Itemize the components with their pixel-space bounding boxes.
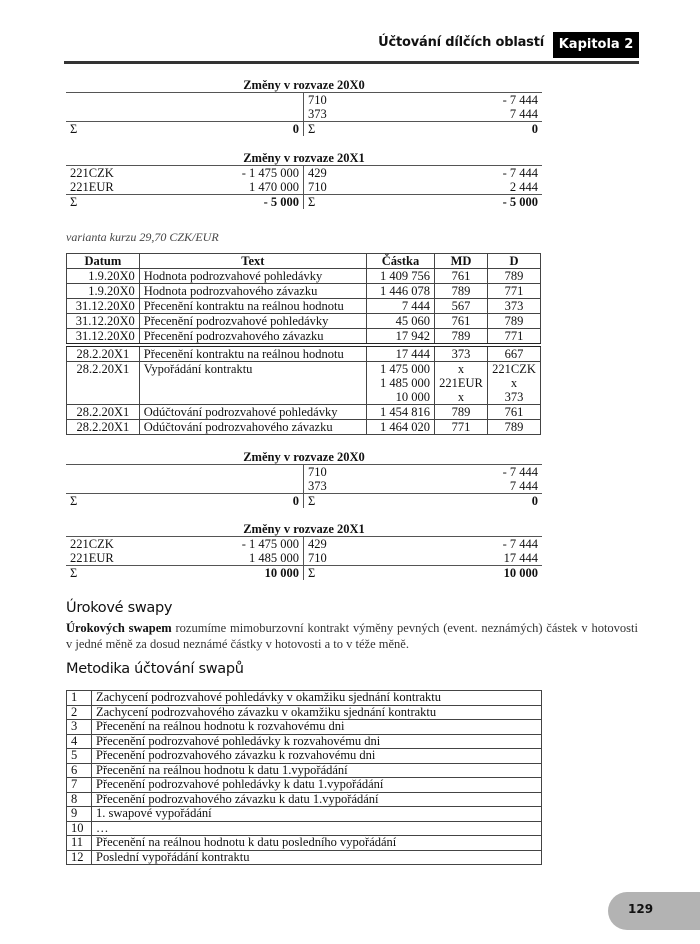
sum-row <box>66 121 542 136</box>
paragraph-interest-swaps <box>66 620 638 652</box>
left-sum: 0 <box>292 122 299 136</box>
date-cell: 28.2.20X1 <box>67 405 140 420</box>
variant-label: varianta kurzu 29,70 CZK/EUR <box>66 230 219 244</box>
left-account: 221CZK <box>70 166 114 180</box>
step-number: 7 <box>67 778 92 793</box>
date-cell: 1.9.20X0 <box>67 269 140 284</box>
text-cell: Přecenění kontraktu na reálnou hodnotu <box>139 345 366 362</box>
balance-changes-20x1-b <box>66 523 542 580</box>
text-cell: Přecenění podrozvahové pohledávky <box>139 314 366 329</box>
date-cell: 28.2.20X1 <box>67 345 140 362</box>
col-header-date: Datum <box>67 254 140 269</box>
table-row <box>67 329 541 346</box>
col-header-md: MD <box>435 254 488 269</box>
table-row <box>66 537 542 551</box>
table-row <box>67 269 541 284</box>
balance-changes-20x0-b <box>66 451 542 508</box>
step-text: … <box>92 821 542 836</box>
table-title: Změny v rozvaze 20X0 <box>66 451 542 465</box>
right-account: 710 <box>308 180 327 194</box>
d-cell: x <box>487 376 540 390</box>
d-cell: 667 <box>487 345 540 362</box>
step-number: 12 <box>67 850 92 865</box>
chapter-badge: Kapitola 2 <box>553 32 639 58</box>
md-cell: 771 <box>435 420 488 435</box>
md-cell: 373 <box>435 345 488 362</box>
date-cell: 31.12.20X0 <box>67 329 140 346</box>
left-value: - 1 475 000 <box>241 166 299 180</box>
step-text: Přecenění na reálnou hodnotu k datu posledního vypořádání <box>92 836 542 851</box>
step-number: 3 <box>67 720 92 735</box>
step-number: 2 <box>67 705 92 720</box>
running-header <box>0 32 700 62</box>
step-number: 1 <box>67 691 92 706</box>
step-number: 9 <box>67 807 92 822</box>
table-row <box>67 734 542 749</box>
sigma-symbol: Σ <box>70 122 78 136</box>
right-sum: 10 000 <box>503 566 538 580</box>
methodology-steps-table <box>66 690 542 865</box>
right-account: 710 <box>308 551 327 565</box>
table-row <box>66 166 542 180</box>
text-cell: Přecenění podrozvahového závazku <box>139 329 366 346</box>
table-row <box>66 93 542 107</box>
table-row <box>67 778 542 793</box>
right-value: 2 444 <box>509 180 538 194</box>
table-row <box>67 420 541 435</box>
sigma-symbol: Σ <box>70 566 78 580</box>
amount-cell: 1 409 756 <box>366 269 434 284</box>
date-cell: 31.12.20X0 <box>67 314 140 329</box>
step-number: 11 <box>67 836 92 851</box>
text-cell: Hodnota podrozvahové pohledávky <box>139 269 366 284</box>
right-account: 373 <box>308 107 327 121</box>
right-value: - 7 444 <box>502 465 538 479</box>
d-cell: 771 <box>487 284 540 299</box>
table-row <box>66 479 542 493</box>
header-rule <box>64 61 639 64</box>
col-header-text: Text <box>139 254 366 269</box>
table-row <box>67 345 541 362</box>
step-text: Přecenění na reálnou hodnotu k datu 1.vypořádání <box>92 763 542 778</box>
md-cell: x <box>435 362 488 377</box>
table-row <box>67 299 541 314</box>
table-row <box>66 465 542 479</box>
right-value: - 7 444 <box>502 93 538 107</box>
step-number: 10 <box>67 821 92 836</box>
table-row <box>66 107 542 121</box>
right-value: - 7 444 <box>502 166 538 180</box>
sigma-symbol: Σ <box>308 195 316 209</box>
sigma-symbol: Σ <box>70 494 78 508</box>
page-number: 129 <box>628 902 654 916</box>
step-text: Přecenění podrozvahové pohledávky k rozvahovému dni <box>92 734 542 749</box>
table-row <box>67 836 542 851</box>
d-cell: 789 <box>487 269 540 284</box>
heading-interest-swaps: Úrokové swapy <box>66 600 173 616</box>
table-row <box>67 749 542 764</box>
left-value: - 1 475 000 <box>241 537 299 551</box>
right-value: 17 444 <box>503 551 538 565</box>
amount-cell: 1 464 020 <box>366 420 434 435</box>
d-cell: 221CZK <box>487 362 540 377</box>
amount-cell: 10 000 <box>366 390 434 405</box>
table-row <box>66 551 542 565</box>
md-cell: 789 <box>435 329 488 346</box>
right-account: 429 <box>308 537 327 551</box>
page-number-tab <box>608 892 700 930</box>
table-row <box>66 180 542 194</box>
right-account: 710 <box>308 93 327 107</box>
sigma-symbol: Σ <box>308 494 316 508</box>
right-value: - 7 444 <box>502 537 538 551</box>
table-row <box>67 720 542 735</box>
table-row <box>67 314 541 329</box>
step-text: Zachycení podrozvahového závazku v okamžiku sjednání kontraktu <box>92 705 542 720</box>
right-account: 373 <box>308 479 327 493</box>
d-cell: 761 <box>487 405 540 420</box>
sum-row <box>66 194 542 209</box>
col-header-amount: Částka <box>366 254 434 269</box>
d-cell: 373 <box>487 390 540 405</box>
text-cell: Odúčtování podrozvahové pohledávky <box>139 405 366 420</box>
amount-cell: 1 475 000 <box>366 362 434 377</box>
d-cell: 771 <box>487 329 540 346</box>
right-sum: 0 <box>531 494 538 508</box>
left-sum: - 5 000 <box>263 195 299 209</box>
sum-row <box>66 565 542 580</box>
amount-cell: 17 942 <box>366 329 434 346</box>
md-cell: 567 <box>435 299 488 314</box>
left-value: 1 470 000 <box>249 180 299 194</box>
date-cell: 1.9.20X0 <box>67 284 140 299</box>
sigma-symbol: Σ <box>70 195 78 209</box>
d-cell: 373 <box>487 299 540 314</box>
sigma-symbol: Σ <box>308 566 316 580</box>
left-sum: 0 <box>292 494 299 508</box>
amount-cell: 1 446 078 <box>366 284 434 299</box>
sum-row <box>66 493 542 508</box>
left-account: 221EUR <box>70 551 114 565</box>
md-cell: 761 <box>435 269 488 284</box>
right-account: 710 <box>308 465 327 479</box>
table-title: Změny v rozvaze 20X0 <box>66 79 542 93</box>
term-bold: Úrokových swapem <box>66 621 172 635</box>
d-cell: 789 <box>487 420 540 435</box>
step-text: Přecenění na reálnou hodnotu k rozvahovému dni <box>92 720 542 735</box>
amount-cell: 45 060 <box>366 314 434 329</box>
step-number: 6 <box>67 763 92 778</box>
text-cell: Vypořádání kontraktu <box>139 362 366 377</box>
amount-cell: 17 444 <box>366 345 434 362</box>
table-row <box>67 691 542 706</box>
d-cell: 789 <box>487 314 540 329</box>
table-row <box>67 705 542 720</box>
table-row <box>67 376 541 390</box>
right-value: 7 444 <box>509 107 538 121</box>
section-title: Účtování dílčích oblastí <box>378 35 544 50</box>
step-text: Zachycení podrozvahové pohledávky v okamžiku sjednání kontraktu <box>92 691 542 706</box>
table-header-row <box>67 254 541 269</box>
step-text: Poslední vypořádání kontraktu <box>92 850 542 865</box>
table-row <box>67 362 541 377</box>
right-sum: 0 <box>531 122 538 136</box>
amount-cell: 7 444 <box>366 299 434 314</box>
right-account: 429 <box>308 166 327 180</box>
text-cell <box>139 390 366 405</box>
text-cell: Hodnota podrozvahového závazku <box>139 284 366 299</box>
table-row <box>67 284 541 299</box>
amount-cell: 1 454 816 <box>366 405 434 420</box>
step-number: 5 <box>67 749 92 764</box>
table-row <box>67 821 542 836</box>
md-cell: 761 <box>435 314 488 329</box>
col-header-d: D <box>487 254 540 269</box>
table-title: Změny v rozvaze 20X1 <box>66 152 542 166</box>
paragraph-body: rozumíme mimoburzovní kontrakt výměny pevných (event. neznámých) částek v hotovosti v jedné měně za dosud neznámé částky v hotovosti a to v téže měně. <box>66 621 638 651</box>
right-sum: - 5 000 <box>502 195 538 209</box>
md-cell: 789 <box>435 405 488 420</box>
table-row <box>67 792 542 807</box>
date-cell: 31.12.20X0 <box>67 299 140 314</box>
balance-changes-20x0-a <box>66 79 542 136</box>
table-row <box>67 763 542 778</box>
date-cell: 28.2.20X1 <box>67 362 140 377</box>
date-cell <box>67 390 140 405</box>
date-cell: 28.2.20X1 <box>67 420 140 435</box>
left-sum: 10 000 <box>264 566 299 580</box>
left-value: 1 485 000 <box>249 551 299 565</box>
balance-changes-20x1-a <box>66 152 542 209</box>
right-value: 7 444 <box>509 479 538 493</box>
md-cell: 221EUR <box>435 376 488 390</box>
step-text: Přecenění podrozvahového závazku k rozvahovému dni <box>92 749 542 764</box>
step-number: 8 <box>67 792 92 807</box>
date-cell <box>67 376 140 390</box>
step-text: 1. swapové vypořádání <box>92 807 542 822</box>
table-title: Změny v rozvaze 20X1 <box>66 523 542 537</box>
text-cell: Odúčtování podrozvahového závazku <box>139 420 366 435</box>
step-number: 4 <box>67 734 92 749</box>
sigma-symbol: Σ <box>308 122 316 136</box>
md-cell: x <box>435 390 488 405</box>
table-row <box>67 807 542 822</box>
left-account: 221EUR <box>70 180 114 194</box>
table-row <box>67 405 541 420</box>
table-row <box>67 850 542 865</box>
table-row <box>67 390 541 405</box>
md-cell: 789 <box>435 284 488 299</box>
step-text: Přecenění podrozvahového závazku k datu 1.vypořádání <box>92 792 542 807</box>
step-text: Přecenění podrozvahové pohledávky k datu 1.vypořádání <box>92 778 542 793</box>
text-cell <box>139 376 366 390</box>
text-cell: Přecenění kontraktu na reálnou hodnotu <box>139 299 366 314</box>
heading-methodology: Metodika účtování swapů <box>66 661 244 677</box>
journal-table <box>66 253 541 435</box>
amount-cell: 1 485 000 <box>366 376 434 390</box>
left-account: 221CZK <box>70 537 114 551</box>
